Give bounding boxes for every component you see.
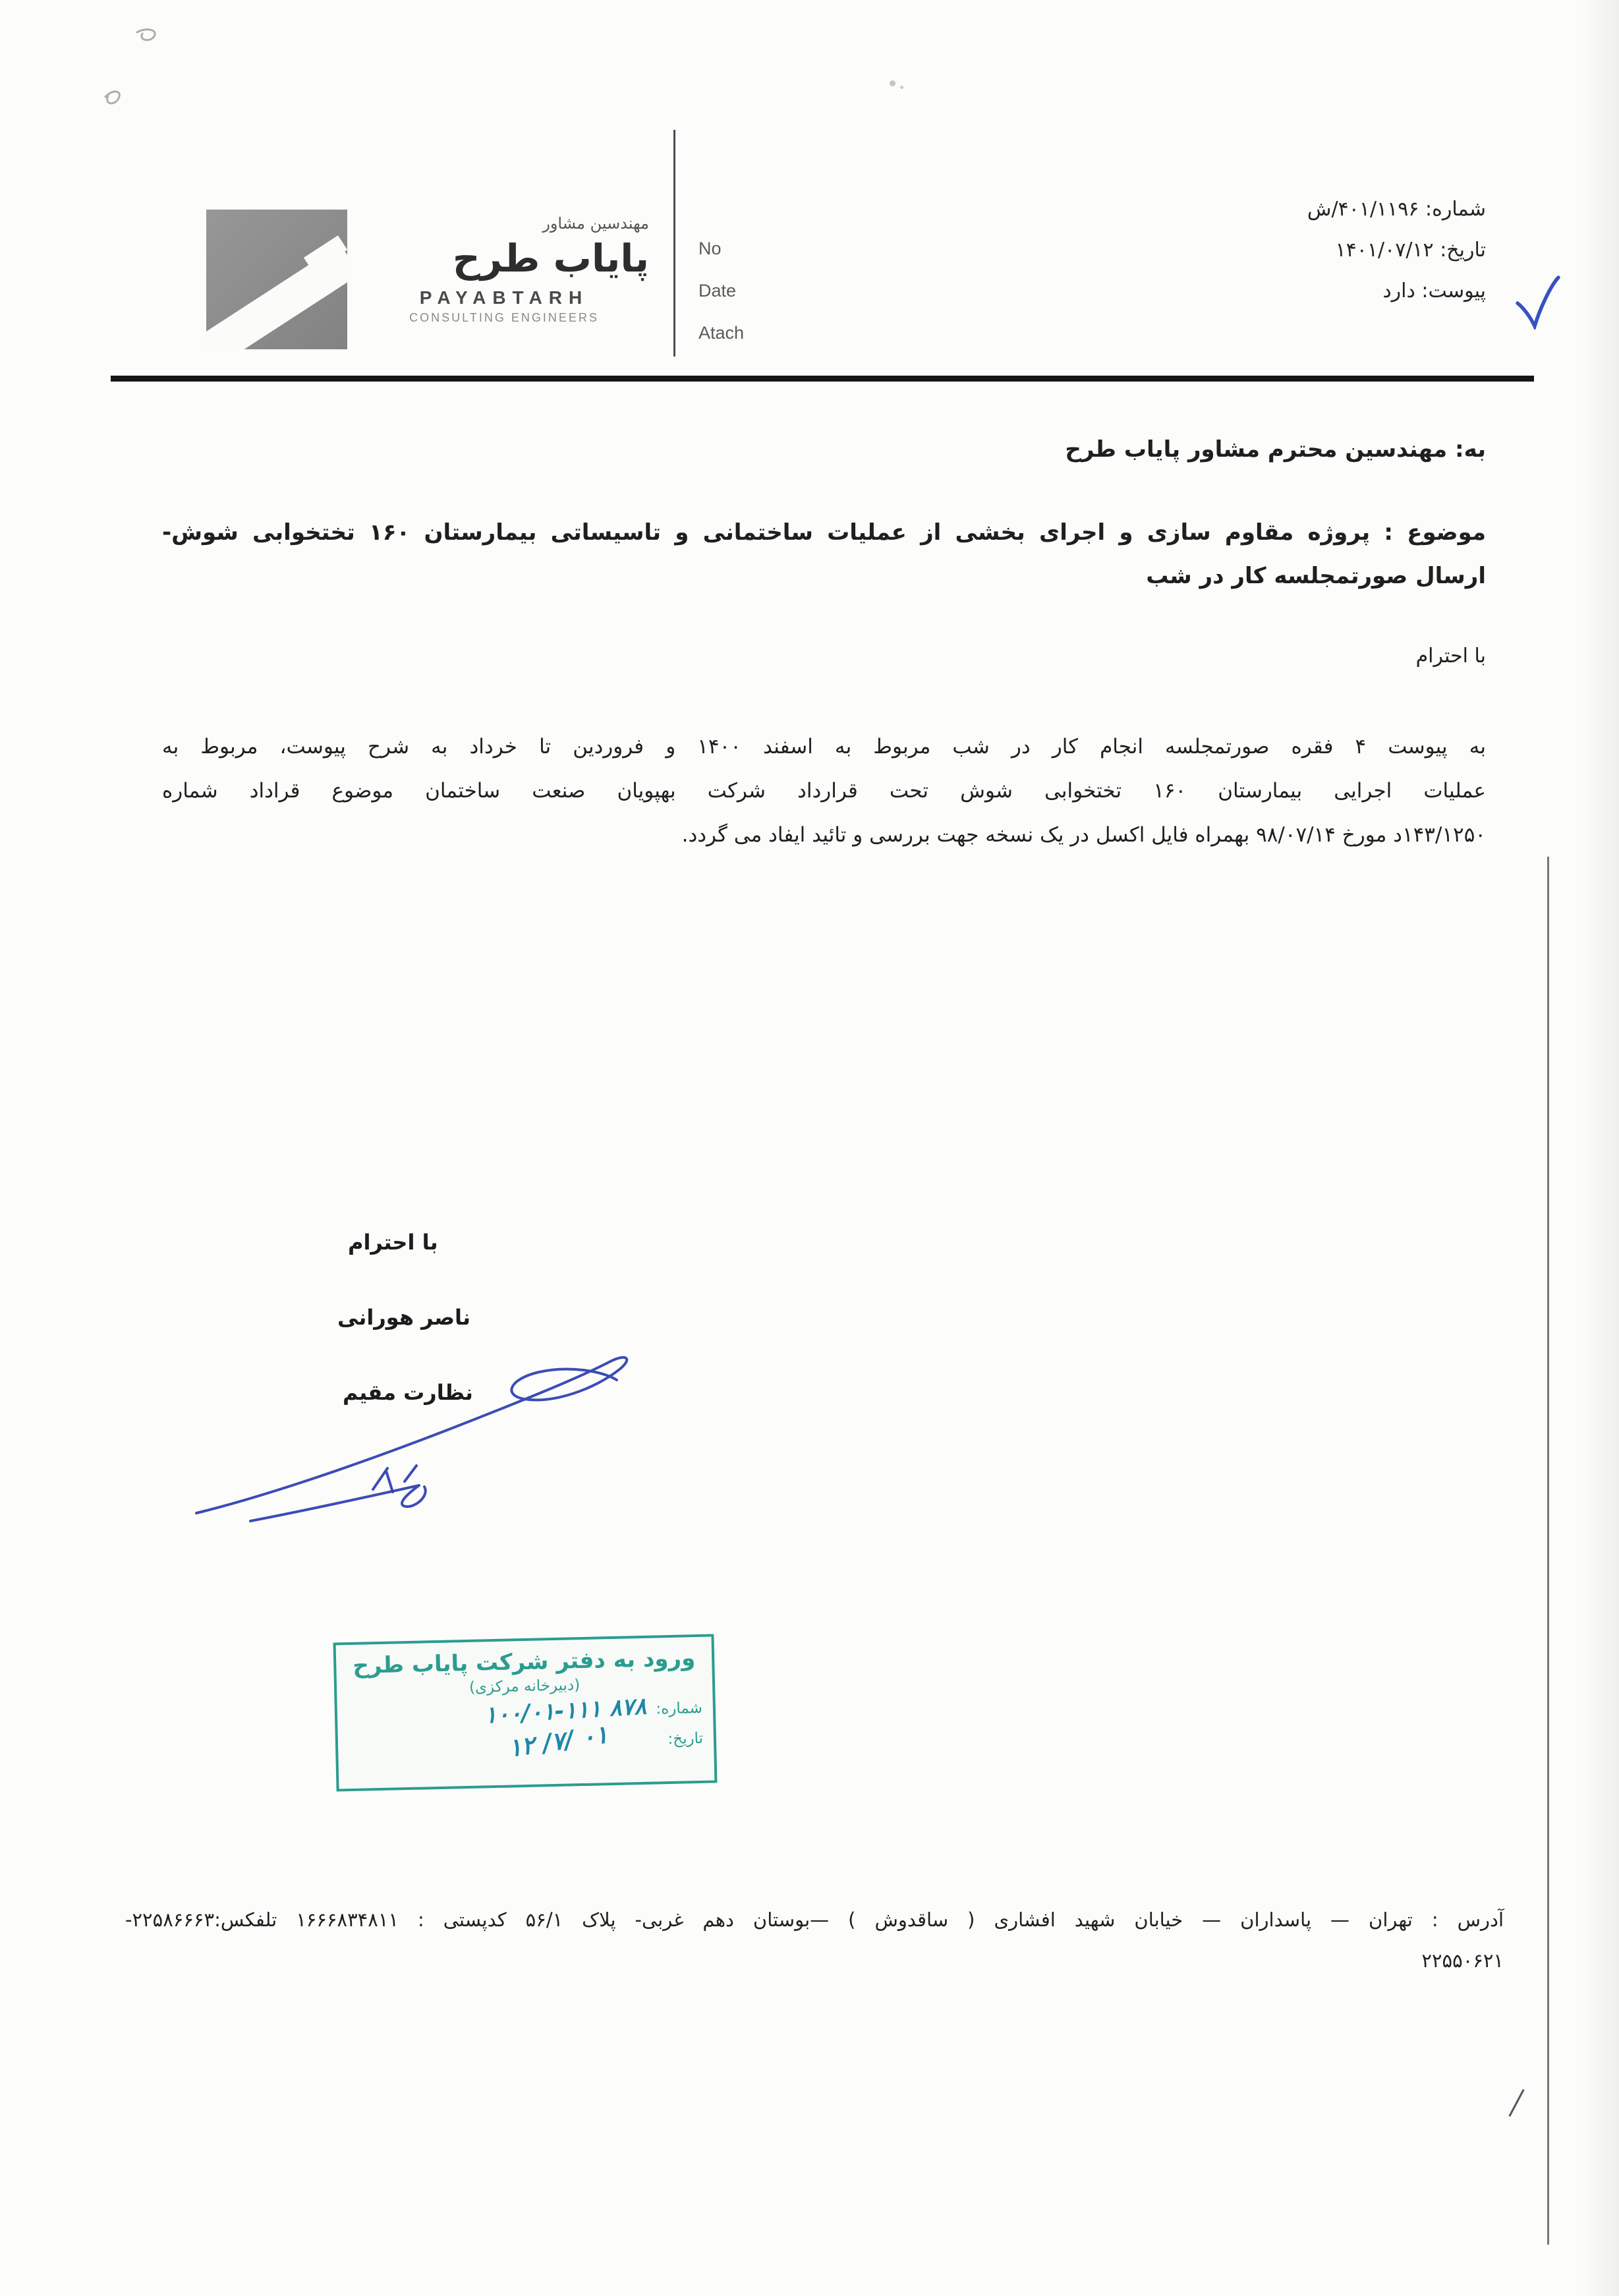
stamp-date-row [349,1720,704,1763]
scan-edge-shadow [1580,0,1619,2296]
handwritten-signature [187,1323,658,1524]
header-vertical-divider [673,130,675,357]
stamp-date-label: تاریخ: [667,1729,704,1748]
stamp-number-handwriting: ۱۰۰/۰۱-۱۱۱ ۸۷۸ [484,1693,648,1729]
logo-fa-tagline: مهندسین مشاور [542,214,649,233]
field-label-date: Date [698,281,737,301]
subject-line-1: موضوع : پروژه مقاوم سازی و اجرای بخشی از عملیات ساختمانی و تاسیساتی بیمارستان ۱۶۰ تختخوابی شوش- [162,519,1486,546]
signature-respect: با احترام [348,1230,438,1255]
letter-date: تاریخ: ۱۴۰۱/۰۷/۱۲ [1335,239,1486,262]
scan-pen-tick [1508,2089,1524,2117]
scan-edge-line [1547,857,1549,2245]
footer-phone-line: ۲۲۵۵۰۶۲۱ [1421,1949,1504,1972]
stamp-number-row [348,1695,703,1729]
header-rule [111,376,1534,382]
recipient-line: به: مهندسین محترم مشاور پایاب طرح [1065,436,1486,463]
office-entry-stamp [333,1634,718,1791]
letter-paragraph [162,725,1486,857]
logo-fa-name: پایاب طرح [452,236,649,281]
company-logo-text [359,214,649,326]
signatory-name: ناصر هورانی [337,1305,471,1330]
signatory-title: نظارت مقیم [343,1380,473,1405]
handwritten-checkmark-icon [1513,274,1562,330]
footer-address-line: آدرس : تهران — پاسداران — خیابان شهید افشاری ( ساقدوش ) —بوستان دهم غربی- پلاک ۵۶/۱ کدپستی : ۱۶۶۶۸۳۴۸۱۱ تلفکس:۲۲۵۸۶۶۶۳- [125,1909,1504,1931]
stamp-date-handwriting: ۱۲ /۷/ ۰۱ [507,1720,610,1763]
stamp-number-label: شماره: [656,1699,703,1718]
paragraph-line-2: عملیات اجرایی بیمارستان ۱۶۰ تختخوابی شوش تحت قرارداد شرکت بهپویان صنعت ساختمان موضوع قراداد شماره [162,779,1486,803]
company-logo-icon [206,210,347,349]
stamp-title: ورود به دفتر شرکت پایاب طرح [352,1645,696,1679]
logo-en-name: PAYABTARH [419,287,589,308]
field-label-no: No [698,239,722,258]
paragraph-line-1: به پیوست ۴ فقره صورتمجلسه انجام کار در شب مربوط به اسفند ۱۴۰۰ و فروردین تا خرداد به شرح پیوست، مربوط به [162,735,1486,759]
scan-smudge-topleft [99,23,204,122]
scan-speck-topcenter [890,80,895,86]
stamp-subtitle: (دبیرخانه مرکزی) [469,1677,581,1696]
subject-line-2: ارسال صورتمجلسه کار در شب [1146,563,1486,589]
field-label-atach: Atach [698,323,745,343]
letter-number: شماره: ۴۰۱/۱۱۹۶/ش [1307,198,1486,221]
paragraph-line-3: ۱۴۳/۱۲۵۰د مورخ ۹۸/۰۷/۱۴ بهمراه فایل اکسل در یک نسخه جهت بررسی و تائید ایفاد می گردد. [681,823,1486,847]
letter-attachment: پیوست: دارد [1382,279,1486,302]
logo-en-tagline: CONSULTING ENGINEERS [409,311,599,324]
salutation: با احترام [1415,645,1486,668]
